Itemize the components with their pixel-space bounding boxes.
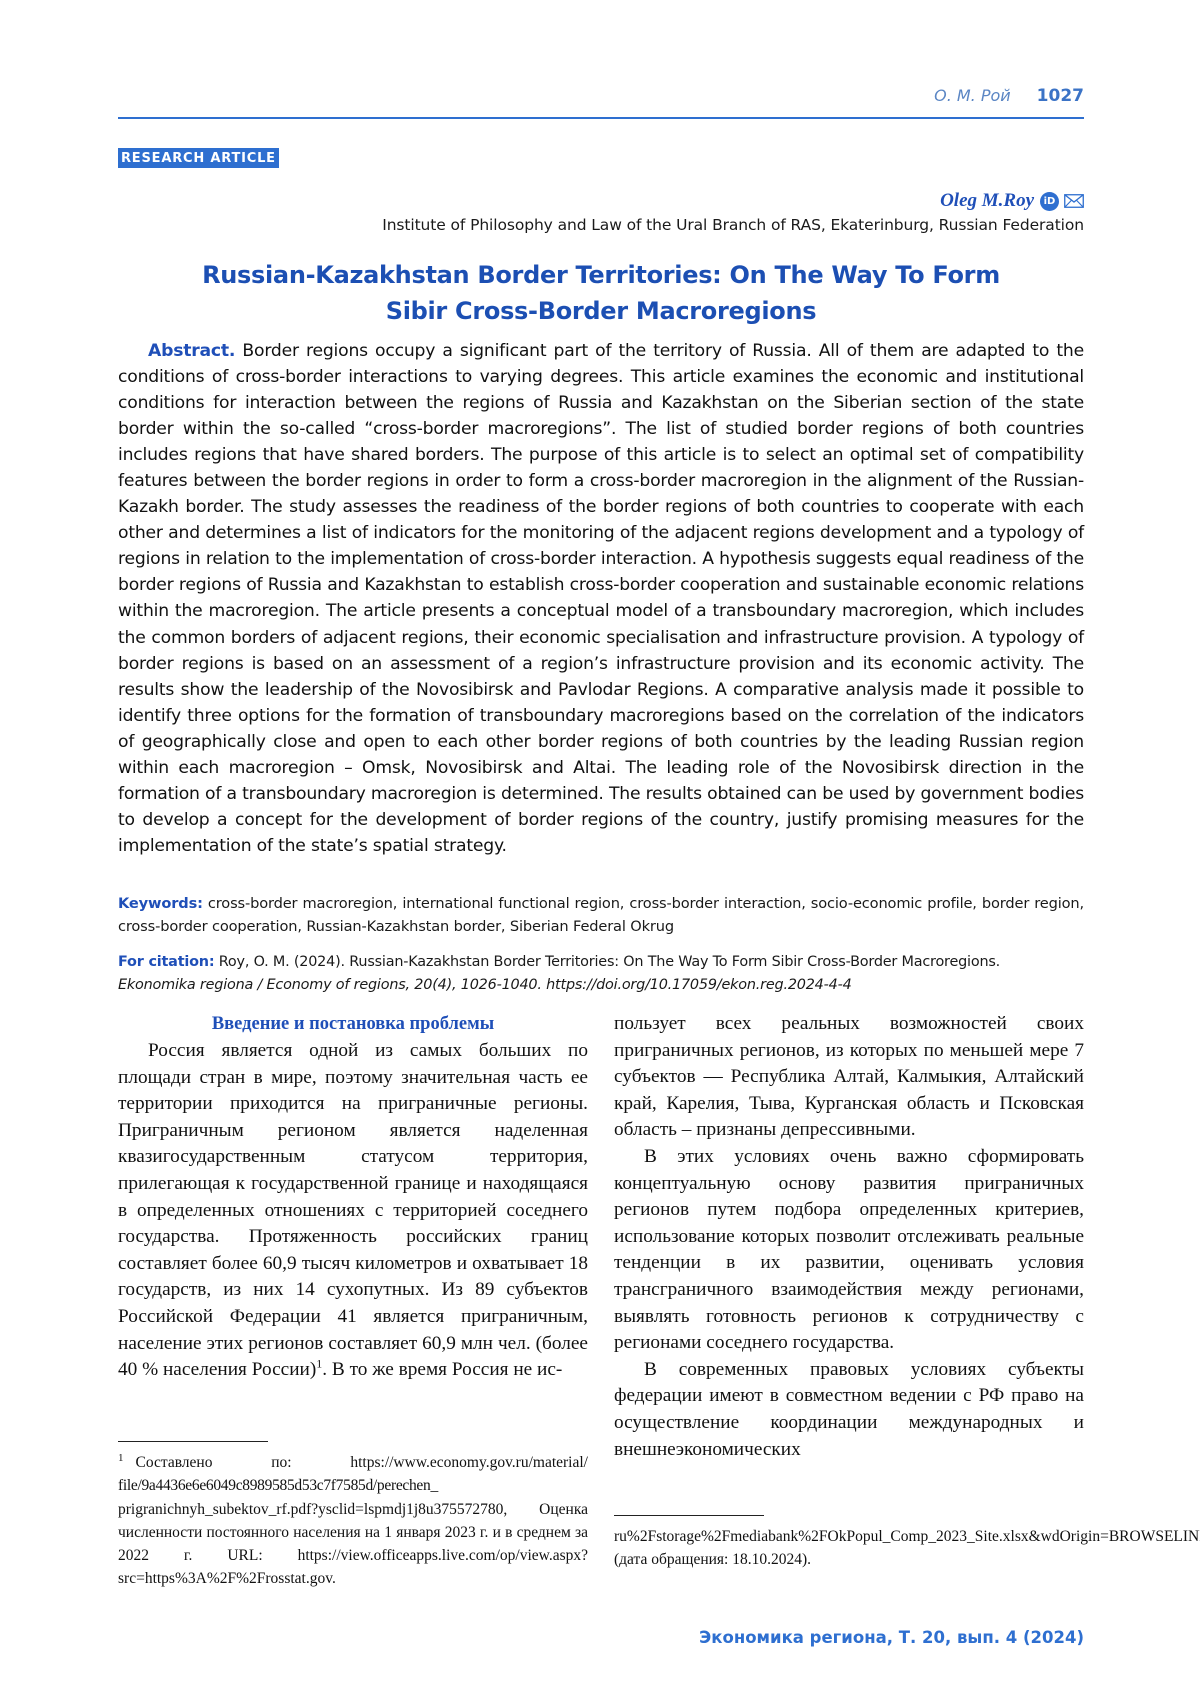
running-header [118,86,1084,112]
body-paragraph: В этих условиях очень важно сформировать концептуальную основу развития приграничных регионов путем подбора определенных критериев, использование которых позволит отслеживать реальные тенденции в их развитии, оценивать условия трансграничного взаимодействия между регионами, выявлять готовность регионов к сотрудничеству с регионами соседнего государства. [614,1144,1084,1357]
citation-source[interactable]: Ekonomika regiona / Economy of regions, 20(4), 1026-1040. https://doi.org/10.17059/ekon.reg.2024-4-4 [118,977,852,993]
body-column-left [118,1011,588,1384]
article-type-badge: RESEARCH ARTICLE [118,148,279,168]
title-line-2: Sibir Cross-Border Macroregions [118,293,1084,329]
footnote-rule-right [614,1515,764,1516]
title-line-1: Russian-Kazakhstan Border Territories: On The Way To Form [118,257,1084,293]
footnote-number: 1 [118,1452,124,1464]
body-paragraph: пользует всех реальных возможностей своих приграничных регионов, из которых по меньшей мере 7 субъектов — Республика Алтай, Калмыкия, Алтайский край, Карелия, Тыва, Курганская область и Псковская область – признаны депрессивными. [614,1011,1084,1144]
keywords-label: Keywords: [118,895,203,912]
keywords [118,892,1084,938]
footnote-text-a: Составлено по: https://www.economy.gov.ru/material/ [136,1454,589,1471]
body-paragraph-tail: . В то же время Россия не ис- [322,1359,562,1380]
header-rule [118,117,1084,119]
footnote-continuation: ru%2Fstorage%2Fmediabank%2FOkPopul_Comp_2023_Site.xlsx&wdOrigin=BROWSELINK (дата обращения: 18.10.2024). [614,1528,1200,1568]
abstract-label: Abstract. [148,341,235,361]
author-affiliation: Institute of Philosophy and Law of the Ural Branch of RAS, Ekaterinburg, Russian Federation [382,216,1084,234]
running-header-author: О. М. Рой [934,86,1011,105]
abstract-text: Border regions occupy a significant part of the territory of Russia. All of them are adapted to the conditions of cross-border interactions to varying degrees. This article examines the economic and institutional conditions for interaction between the regions of Russia and Kazakhstan on the Siberian section of the state border within the so-called “cross-border macroregions”. The list of studied border regions of both countries includes regions that have shared borders. The purpose of this article is to select an optimal set of compatibility features between the border regions in order to form a cross-border macroregion in the alignment of the Russian-Kazakh border. The study assesses the readiness of the border regions of both countries to cooperate with each other and determines a list of indicators for the monitoring of the adjacent regions development and a typology of regions in relation to the implementation of cross-border interaction. A hypothesis suggests equal readiness of the border regions of Russia and Kazakhstan to establish cross-border cooperation and sustainable economic relations within the macroregion. The article presents a conceptual model of a transboundary macroregion, which includes the common borders of adjacent regions, their economic specialisation and infrastructure provision. A typology of border regions is based on an assessment of a region’s infrastructure provision and its economic activity. The results show the leadership of the Novosibirsk and Pavlodar Regions. A comparative analysis made it possible to identify three options for the formation of transboundary macroregions based on the correlation of the indicators of geographically close and open to each other border regions of both countries by the leading Russian region within each macroregion – Omsk, Novosibirsk and Altai. The leading role of the Novosibirsk direction in the formation of a transboundary macroregion is determined. The results obtained can be used by government bodies to develop a concept for the development of border regions of the country, justify promising measures for the implementation of the state’s spatial strategy. [118,341,1084,856]
footnote-text-b: prigranichnyh_subektov_rf.pdf?ysclid=lspmdj1j8u375572780, Оценка численности постоянного населения на 1 января 2023 г. и в среднем за 2022 г. URL: https://view.officeapps.live.com/op/view.aspx?src=https%3A%2F%2Frosstat.gov. [118,1501,588,1588]
running-footer: Экономика региона, Т. 20, вып. 4 (2024) [699,1628,1084,1647]
footnote-url[interactable]: file/9a4436e6e6049c8989585d53c7f7585d/perechen_ [118,1477,438,1494]
citation-label: For citation: [118,954,214,970]
body-column-right [614,1011,1084,1463]
article-title [118,257,1084,329]
footnote-right [614,1525,1084,1572]
mail-icon[interactable] [1064,194,1084,208]
body-paragraph-text: Россия является одной из самых больших по площади стран в мире, поэтому значительная часть ее территории приходится на приграничные регионы. Приграничным регионом является наделенная квазигосударственным статусом территория, прилегающая к государственной границе и находящаяся в определенных отношениях с территорией соседнего государства. Протяженность российских границ составляет более 60,9 тысяч километров и охватывает 18 государств, из них 14 сухопутных. Из 89 субъектов Российской Федерации 41 является приграничным, население этих регионов составляет 60,9 млн чел. (более 40 % населения России) [118,1040,588,1380]
citation-text: Roy, O. M. (2024). Russian-Kazakhstan Border Territories: On The Way To Form Sibir Cross-Border Macroregions. [219,954,1000,970]
author-name-row [382,188,1084,214]
section-heading: Введение и постановка проблемы [118,1011,588,1037]
keywords-text: cross-border macroregion, international functional region, cross-border interaction, socio-economic profile, border region, cross-border cooperation, Russian-Kazakhstan border, Siberian Federal Okrug [118,895,1084,935]
author-block [382,188,1084,234]
author-name[interactable]: Oleg M.Roy [940,190,1034,212]
footnote-left [118,1451,588,1591]
orcid-icon[interactable]: iD [1040,192,1059,211]
abstract [118,338,1084,859]
body-paragraph [118,1038,588,1384]
body-paragraph: В современных правовых условиях субъекты федерации имеют в совместном ведении с РФ право на осуществление координации международных и внешнеэкономических [614,1357,1084,1463]
page-number: 1027 [1037,86,1084,106]
footnote-rule-left [118,1441,268,1442]
citation [118,951,1084,997]
footnote-reference[interactable]: 1 [316,1357,322,1371]
